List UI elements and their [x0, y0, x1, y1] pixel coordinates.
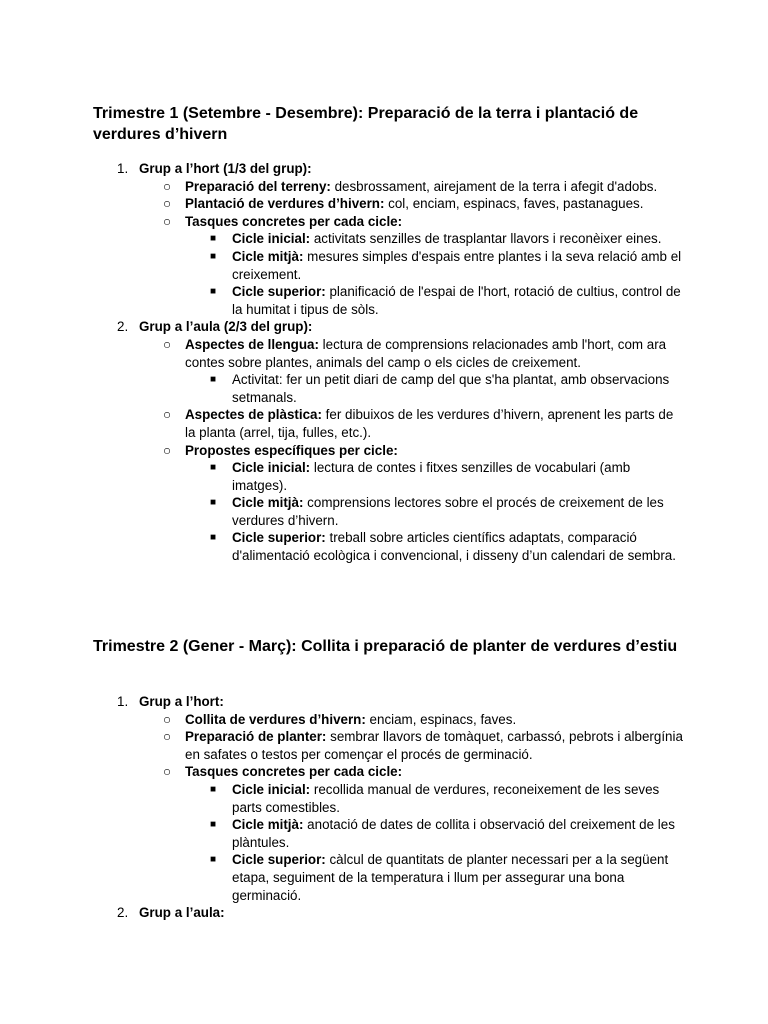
list-item-cycle: [93, 529, 683, 564]
item-text: lectura de comprensions relacionades amb l'hort, com ara contes sobre plantes, animals del camp o els cicles de creixement.: [185, 336, 667, 370]
list-item-cycle: [93, 248, 683, 283]
list-item-cycle: [93, 494, 683, 529]
item-heading: Aspectes de plàstica:: [185, 407, 322, 423]
list-item-cycle: [93, 781, 683, 816]
section-2-title: Trimestre 2 (Gener - Març): Collita i preparació de planter de verdures d’estiu: [93, 638, 678, 655]
cycle-heading: Cicle inicial:: [232, 231, 311, 247]
group-label: Grup a l’aula:: [139, 905, 225, 921]
square-bullet-icon: ■: [210, 462, 217, 474]
item-heading: Preparació del terreny:: [185, 178, 331, 194]
circle-bullet-icon: ○: [163, 711, 172, 727]
list-item: [93, 195, 683, 213]
item-text: fer dibuixos de les verdures d’hivern, aprenent les parts de la planta (arrel, tija, fulles, etc.).: [185, 407, 674, 440]
list-item-cycle: [93, 851, 683, 904]
list-number: 1.: [117, 694, 129, 709]
item-text: sembrar llavors de tomàquet, carbassó, pebrots i albergínia en safates o testos per començar el procés de germinació.: [185, 729, 683, 762]
circle-bullet-icon: ○: [163, 442, 172, 458]
cycle-text: planificació de l'espai de l'hort, rotació de cultius, control de la humitat i tipus de sòls.: [232, 284, 681, 317]
cycle-text: càlcul de quantitats de planter necessari per a la següent etapa, seguiment de la temperatura i llum per assegurar una bona germinació.: [232, 852, 669, 903]
item-heading: Propostes específiques per cicle:: [185, 442, 398, 458]
cycle-heading: Cicle mitjà:: [232, 495, 304, 511]
list-item-group-aula: [93, 318, 683, 336]
cycle-text: recollida manual de verdures, reconeixement de les seves parts comestibles.: [232, 781, 660, 815]
list-item-group-aula: [93, 904, 683, 922]
cycle-text: lectura de contes i fitxes senzilles de vocabulari (amb imatges).: [232, 460, 631, 493]
item-heading: Aspectes de llengua:: [185, 336, 319, 352]
circle-bullet-icon: ○: [163, 196, 172, 212]
cycle-text: comprensions lectores sobre el procés de creixement de les verdures d’hivern.: [232, 495, 664, 528]
list-number: 2.: [117, 319, 129, 335]
square-bullet-icon: ■: [210, 497, 217, 509]
square-bullet-icon: ■: [210, 783, 217, 795]
list-item: [93, 406, 683, 441]
list-item-group-hort: [93, 160, 683, 178]
circle-bullet-icon: ○: [163, 729, 172, 745]
list-item: [93, 711, 683, 729]
section-2-list: [93, 693, 683, 922]
list-item-group-hort: [93, 693, 683, 711]
square-bullet-icon: ■: [210, 532, 217, 544]
list-item: [93, 442, 683, 460]
section-1-title: Trimestre 1 (Setembre - Desembre): Preparació de la terra i plantació de verdures d’hivern: [93, 105, 639, 143]
circle-bullet-icon: ○: [163, 336, 172, 352]
cycle-heading: Cicle superior:: [232, 852, 326, 868]
list-item-activity: [93, 371, 683, 406]
square-bullet-icon: ■: [210, 233, 217, 245]
list-item-cycle: [93, 283, 683, 318]
cycle-heading: Cicle inicial:: [232, 781, 311, 797]
list-number: 2.: [117, 905, 129, 921]
cycle-text: activitats senzilles de trasplantar llavors i reconèixer eines.: [310, 231, 662, 247]
item-heading: Plantació de verdures d’hivern:: [185, 196, 385, 212]
square-bullet-icon: ■: [210, 286, 217, 298]
item-text: col, enciam, espinacs, faves, pastanagues.: [384, 196, 644, 212]
cycle-heading: Cicle mitjà:: [232, 248, 304, 264]
cycle-text: treball sobre articles científics adaptats, comparació d'alimentació ecològica i convencional, i disseny d’un calendari de sembra.: [232, 530, 676, 564]
square-bullet-icon: ■: [210, 854, 217, 866]
list-item-cycle: [93, 459, 683, 494]
list-number: 1.: [117, 161, 129, 176]
square-bullet-icon: ■: [210, 250, 217, 262]
item-heading: Tasques concretes per cada cicle:: [185, 213, 403, 229]
cycle-heading: Cicle inicial:: [232, 460, 311, 476]
section-1-list: [93, 160, 683, 565]
cycle-heading: Cicle mitjà:: [232, 817, 304, 833]
item-heading: Preparació de planter:: [185, 729, 327, 745]
list-item: [93, 178, 683, 196]
circle-bullet-icon: ○: [163, 213, 172, 229]
list-item: [93, 763, 683, 781]
cycle-heading: Cicle superior:: [232, 530, 326, 546]
circle-bullet-icon: ○: [163, 764, 172, 780]
item-text: enciam, espinacs, faves.: [365, 711, 517, 727]
item-text: desbrossament, airejament de la terra i afegit d'adobs.: [330, 178, 658, 194]
square-bullet-icon: ■: [210, 819, 217, 831]
list-item: [93, 728, 683, 763]
group-label: Grup a l’hort (1/3 del grup):: [139, 161, 312, 176]
cycle-text: mesures simples d'espais entre plantes i la seva relació amb el creixement.: [232, 248, 682, 282]
square-bullet-icon: ■: [210, 374, 217, 386]
cycle-heading: Cicle superior:: [232, 284, 326, 300]
list-item: [93, 336, 683, 371]
item-heading: Tasques concretes per cada cicle:: [185, 764, 403, 780]
circle-bullet-icon: ○: [163, 407, 172, 423]
group-label: Grup a l’hort:: [139, 694, 224, 709]
cycle-text: anotació de dates de collita i observació del creixement de les plàntules.: [232, 817, 675, 850]
circle-bullet-icon: ○: [163, 178, 172, 194]
list-item: [93, 213, 683, 231]
list-item-cycle: [93, 230, 683, 248]
group-label: Grup a l’aula (2/3 del grup):: [139, 319, 313, 335]
list-item-cycle: [93, 816, 683, 851]
item-heading: Collita de verdures d’hivern:: [185, 711, 366, 727]
activity-text: Activitat: fer un petit diari de camp del que s'ha plantat, amb observacions setmanals.: [232, 372, 670, 405]
